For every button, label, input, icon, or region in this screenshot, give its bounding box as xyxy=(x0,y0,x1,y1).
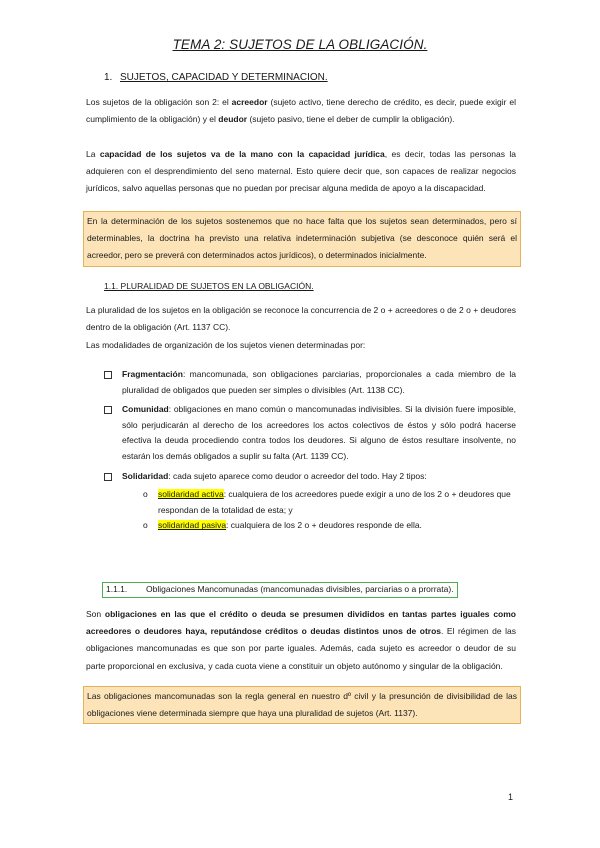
list-item-label: Fragmentación xyxy=(122,369,183,379)
text-run: Son xyxy=(86,609,105,619)
checkbox-square-icon xyxy=(104,406,112,414)
circle-bullet-icon: o xyxy=(143,520,148,531)
modalidades-list xyxy=(86,367,516,534)
highlighted-paragraph-determinacion: En la determinación de los sujetos sostenemos que no hace falta que los sujetos sean determinados, pero sí determinables, la doctrina ha previsto una relativa indeterminación subjetiva (se desconoce quién será el acreedor, pero se preverá con determinados actos jurídicos), o determinados inicialmente. xyxy=(83,211,521,267)
bold-phrase: capacidad de los sujetos va de la mano con la capacidad jurídica xyxy=(99,149,385,159)
list-item-label: Comunidad xyxy=(122,404,169,415)
sub-item-solidaridad-pasiva xyxy=(86,518,516,534)
section-heading-1-1: 1.1. PLURALIDAD DE SUJETOS EN LA OBLIGACIÓN. xyxy=(104,281,314,291)
bold-term-deudor: deudor xyxy=(218,114,248,125)
checkbox-square-icon xyxy=(104,473,112,481)
section-label: SUJETOS, CAPACIDAD Y DETERMINACION. xyxy=(120,72,328,83)
text-run: , es decir, todas las personas la adquieren con el desprendimiento del seno maternal. Esto quiere decir que, son capaces de realizar negocios jurídicos, salvo aquellas personas que no puedan por precisar alguna medida de apoyo a la discapacidad. xyxy=(86,149,516,194)
paragraph-modalidades: Las modalidades de organización de los sujetos vienen determinadas por: xyxy=(86,340,366,350)
paragraph-mancomunadas-definicion xyxy=(86,606,516,675)
text-run: (sujeto pasivo, tiene el deber de cumplir la obligación). xyxy=(247,114,455,125)
circle-bullet-icon: o xyxy=(143,489,148,500)
highlighted-paragraph-regla-general: Las obligaciones mancomunadas son la regla general en nuestro dº civil y la presunción de divisibilidad de las obligaciones viene determinada siempre que haya una pluralidad de sujetos (Art. 1137). xyxy=(83,686,521,724)
text-run: . El régimen de las obligaciones mancomunadas es que son por parte iguales. Además, cada sujeto es acreedor o deudor de su parte proporcional en exclusiva, y cada cuota viene a constituir un objeto autónomo y singular de la obligación. xyxy=(86,626,516,671)
list-item-label: Solidaridad xyxy=(122,470,169,481)
list-item-solidaridad xyxy=(86,469,516,485)
checkbox-square-icon xyxy=(104,371,112,379)
bold-phrase: obligaciones en las que el crédito o deuda se presumen divididos en tantas partes iguales como acreedores o deudores haya, reputándose créditos o deudas distintos unos de otros xyxy=(86,609,516,637)
list-item-text: : cada sujeto aparece como deudor o acreedor del todo. Hay 2 tipos: xyxy=(168,470,427,481)
highlight-solidaridad-activa: solidaridad activa xyxy=(158,489,224,500)
list-item-comunidad xyxy=(86,402,516,464)
section-label: Obligaciones Mancomunadas (mancomunadas divisibles, parciarias o a prorrata). xyxy=(146,584,454,594)
paragraph-capacidad xyxy=(86,146,516,198)
page-title: TEMA 2: SUJETOS DE LA OBLIGACIÓN. xyxy=(172,37,428,52)
sub-item-text: : cualquiera de los acreedores puede exigir a uno de los 2 o + deudores que respondan de la totalidad de esta; y xyxy=(158,489,511,515)
sub-item-solidaridad-activa xyxy=(86,487,516,518)
text-run: (sujeto activo, tiene derecho de crédito, es decir, puede exigir el cumplimiento de la obligación) y el xyxy=(86,97,516,125)
highlight-solidaridad-pasiva: solidaridad pasiva xyxy=(158,520,227,531)
sub-item-text: : cualquiera de los 2 o + deudores responde de ella. xyxy=(226,520,422,531)
list-item-fragmentacion xyxy=(86,367,516,398)
page-number: 1 xyxy=(508,792,514,802)
paragraph-sujetos xyxy=(86,94,516,128)
section-heading-1 xyxy=(104,72,328,83)
list-item-text: : obligaciones en mano común o mancomunadas indivisibles. Si la división fuere imposible, sólo perjudicarán al derecho de los acreedores los actos colectivos de éstos y sólo podrá hacerse efectiva la deuda procediendo contra todos los deudores. Si alguno de éstos resultare insolvente, no estarán los demás obligados a suplir su falta (Art. 1139 CC). xyxy=(122,404,516,461)
bold-term-acreedor: acreedor xyxy=(231,97,268,107)
list-item-text: : mancomunada, son obligaciones parciarias, proporcionales a cada miembro de la pluralidad de obligados que pueden ser simples o divisibles (Art. 1138 CC). xyxy=(122,369,516,395)
section-heading-1-1-1 xyxy=(102,582,458,598)
section-number: 1. xyxy=(104,72,113,83)
paragraph-pluralidad: La pluralidad de los sujetos en la obligación se reconoce la concurrencia de 2 o + acreedores o de 2 o + deudores dentro de la obligación (Art. 1137 CC). xyxy=(86,305,516,333)
text-run: Los sujetos de la obligación son 2: el xyxy=(86,97,232,107)
text-run: La xyxy=(86,149,100,159)
section-number: 1.1.1. xyxy=(106,584,128,594)
